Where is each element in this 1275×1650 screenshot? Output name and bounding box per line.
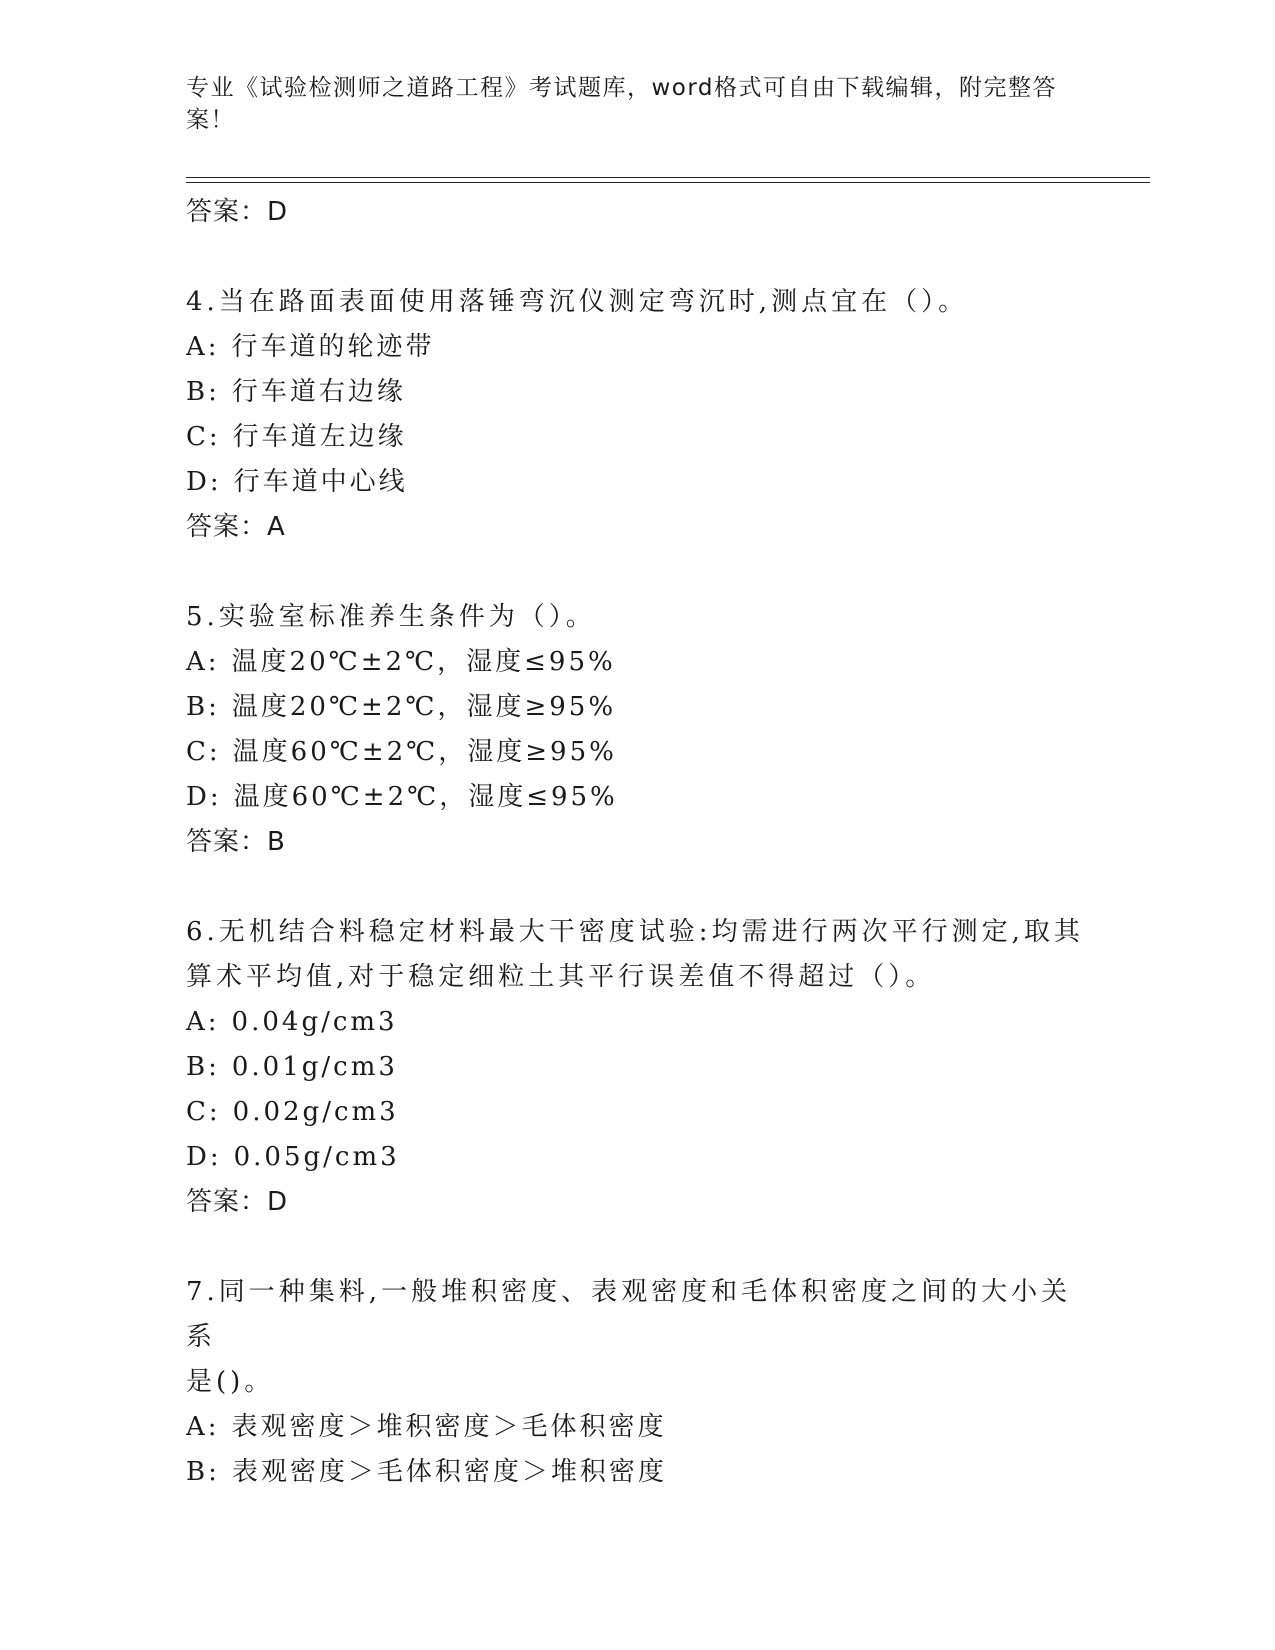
header-divider-bottom [186,182,1150,183]
question-5 [186,595,1086,864]
answer-label: 答案：A [186,512,286,542]
question-text: 4.当在路面表面使用落锤弯沉仪测定弯沉时,测点宜在（）。 [186,287,969,317]
option-d: D: 行车道中心线 [186,467,408,497]
header-line-1: 专业《试验检测师之道路工程》考试题库，word格式可自由下载编辑，附完整答 [186,75,1058,101]
answer-label: 答案：D [186,197,289,227]
option-b: B: 0.01g/cm3 [186,1052,398,1082]
option-a: A: 表观密度＞堆积密度＞毛体积密度 [186,1412,667,1442]
option-b: B: 表观密度＞毛体积密度＞堆积密度 [186,1457,667,1487]
option-b: B: 行车道右边缘 [186,377,406,407]
question-text-line-2: 是()。 [186,1367,275,1397]
question-6 [186,910,1086,1224]
header-line-2: 案！ [186,107,235,133]
option-c: C: 0.02g/cm3 [186,1097,399,1127]
question-text-line-2: 算术平均值,对于稳定细粒土其平行误差值不得超过（）。 [186,962,936,992]
document-header [186,72,1066,136]
question-text-line-1: 7.同一种集料,一般堆积密度、表观密度和毛体积密度之间的大小关系 [186,1277,1072,1352]
option-d: D: 0.05g/cm3 [186,1142,400,1172]
question-7 [186,1270,1086,1495]
option-a: A: 温度20℃±2℃，湿度≤95% [186,647,616,677]
question-4 [186,280,1086,549]
answer-label: 答案：B [186,827,286,857]
option-a: A: 0.04g/cm3 [186,1007,398,1037]
header-divider-top [186,177,1150,178]
answer-label: 答案：D [186,1187,289,1217]
option-a: A: 行车道的轮迹带 [186,332,435,362]
option-c: C: 温度60℃±2℃，湿度≥95% [186,737,617,767]
option-b: B: 温度20℃±2℃，湿度≥95% [186,692,617,722]
question-text-line-1: 6.无机结合料稳定材料最大干密度试验:均需进行两次平行测定,取其 [186,917,1084,947]
option-c: C: 行车道左边缘 [186,422,407,452]
question-list [186,190,1086,1495]
option-d: D: 温度60℃±2℃，湿度≤95% [186,782,618,812]
question-text: 5.实验室标准养生条件为（）。 [186,602,596,632]
